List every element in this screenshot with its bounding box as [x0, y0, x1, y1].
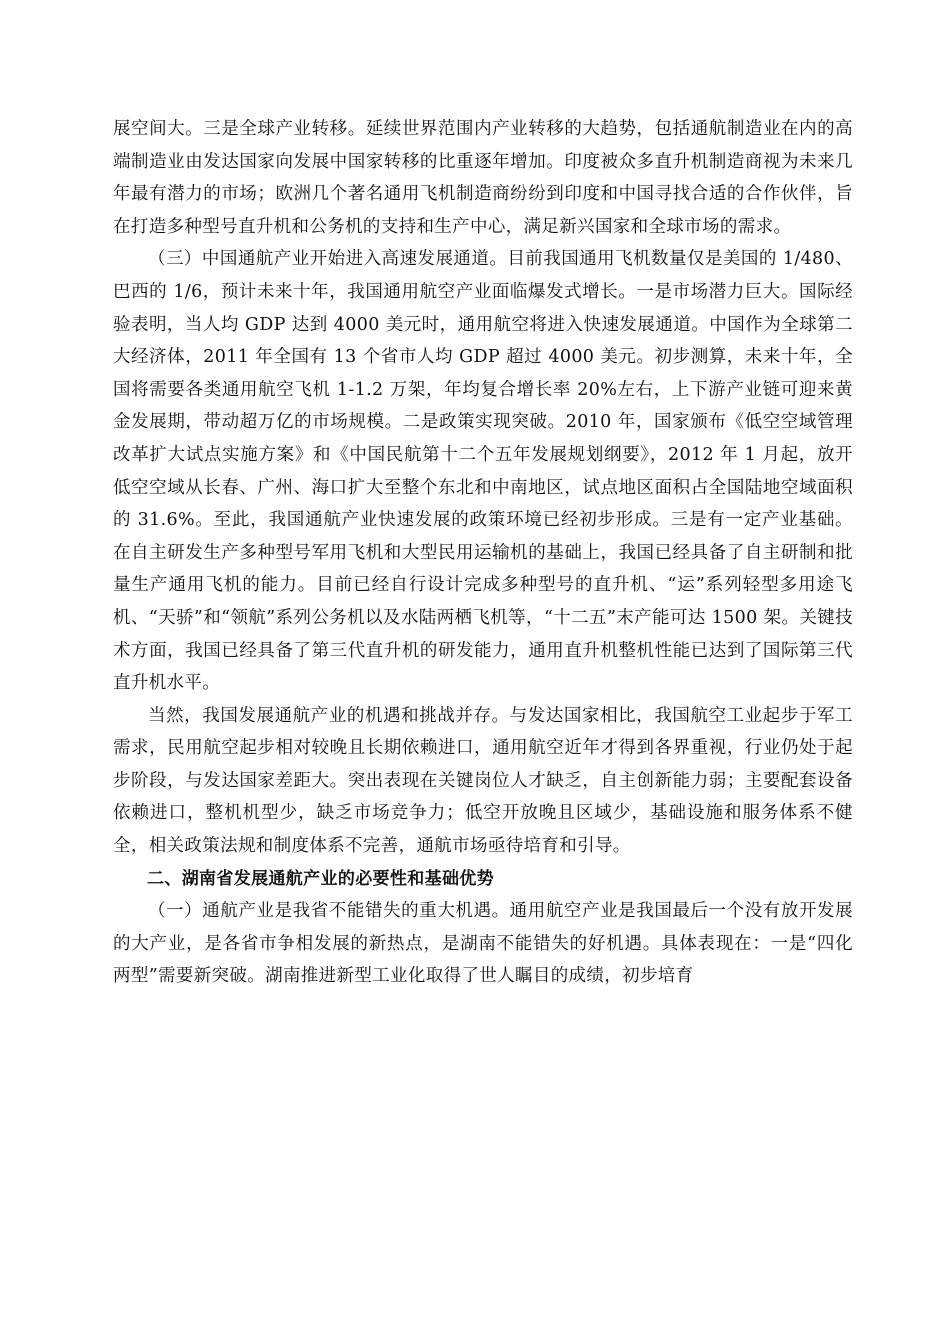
- paragraph-hunan-opportunity: （一）通航产业是我省不能错失的重大机遇。通用航空产业是我国最后一个没有放开发展的大产业，是各省市争相发展的新热点，是湖南不能错失的好机遇。具体表现在：一是“四化两型”需要新突破。湖南推进新型工业化取得了世人瞩目的成绩，初步培育: [113, 901, 853, 987]
- section-heading: 二、湖南省发展通航产业的必要性和基础优势: [147, 868, 494, 889]
- paragraph-china-aviation: （三）中国通航产业开始进入高速发展通道。目前我国通用飞机数量仅是美国的 1/480、巴西的 1/6，预计未来十年，我国通用航空产业面临爆发式增长。一是市场潜力巨大。国际经验表明，当人均 GDP 达到 4000 美元时，通用航空将进入快速发展通道。中国作为全球第二大经济体，2011 年全国有 13 个省市人均 GDP 超过 4000 美元。初步测算，未来十年，全国将需要各类通用航空飞机 1-1.2 万架，年均复合增长率 20%左右，上下游产业链可迎来黄金发展期，带动超万亿的市场规模。二是政策实现突破。2010 年，国家颁布《低空空域管理改革扩大试点实施方案》和《中国民航第十二个五年发展规划纲要》，2012 年 1 月起，放开低空空域从长春、广州、海口扩大至整个东北和中南地区，试点地区面积占全国陆地空域面积的 31.6%。至此，我国通航产业快速发展的政策环境已经初步形成。三是有一定产业基础。在自主研发生产多种型号军用飞机和大型民用运输机的基础上，我国已经具备了自主研制和批量生产通用飞机的能力。目前已经自行设计完成多种型号的直升机、“运”系列轻型多用途飞机、“天骄”和“领航”系列公务机以及水陆两栖飞机等，“十二五”末产能可达 1500 架。关键技术方面，我国已经具备了第三代直升机的研发能力，通用直升机整机性能已达到了国际第三代直升机水平。: [113, 249, 853, 694]
- paragraph-global-transfer: 展空间大。三是全球产业转移。延续世界范围内产业转移的大趋势，包括通航制造业在内的高端制造业由发达国家向发展中国家转移的比重逐年增加。印度被众多直升机制造商视为未来几年最有潜力的市场；欧洲几个著名通用飞机制造商纷纷到印度和中国寻找合适的合作伙伴，旨在打造多种型号直升机和公务机的支持和生产中心，满足新兴国家和全球市场的需求。: [113, 119, 853, 237]
- document-body: [113, 113, 853, 993]
- paragraph-challenges: 当然，我国发展通航产业的机遇和挑战并存。与发达国家相比，我国航空工业起步于军工需求，民用航空起步相对较晚且长期依赖进口，通用航空近年才得到各界重视，行业仍处于起步阶段，与发达国家差距大。突出表现在关键岗位人才缺乏，自主创新能力弱；主要配套设备依赖进口，整机机型少，缺乏市场竞争力；低空开放晚且区域少，基础设施和服务体系不健全，相关政策法规和制度体系不完善，通航市场亟待培育和引导。: [113, 705, 853, 857]
